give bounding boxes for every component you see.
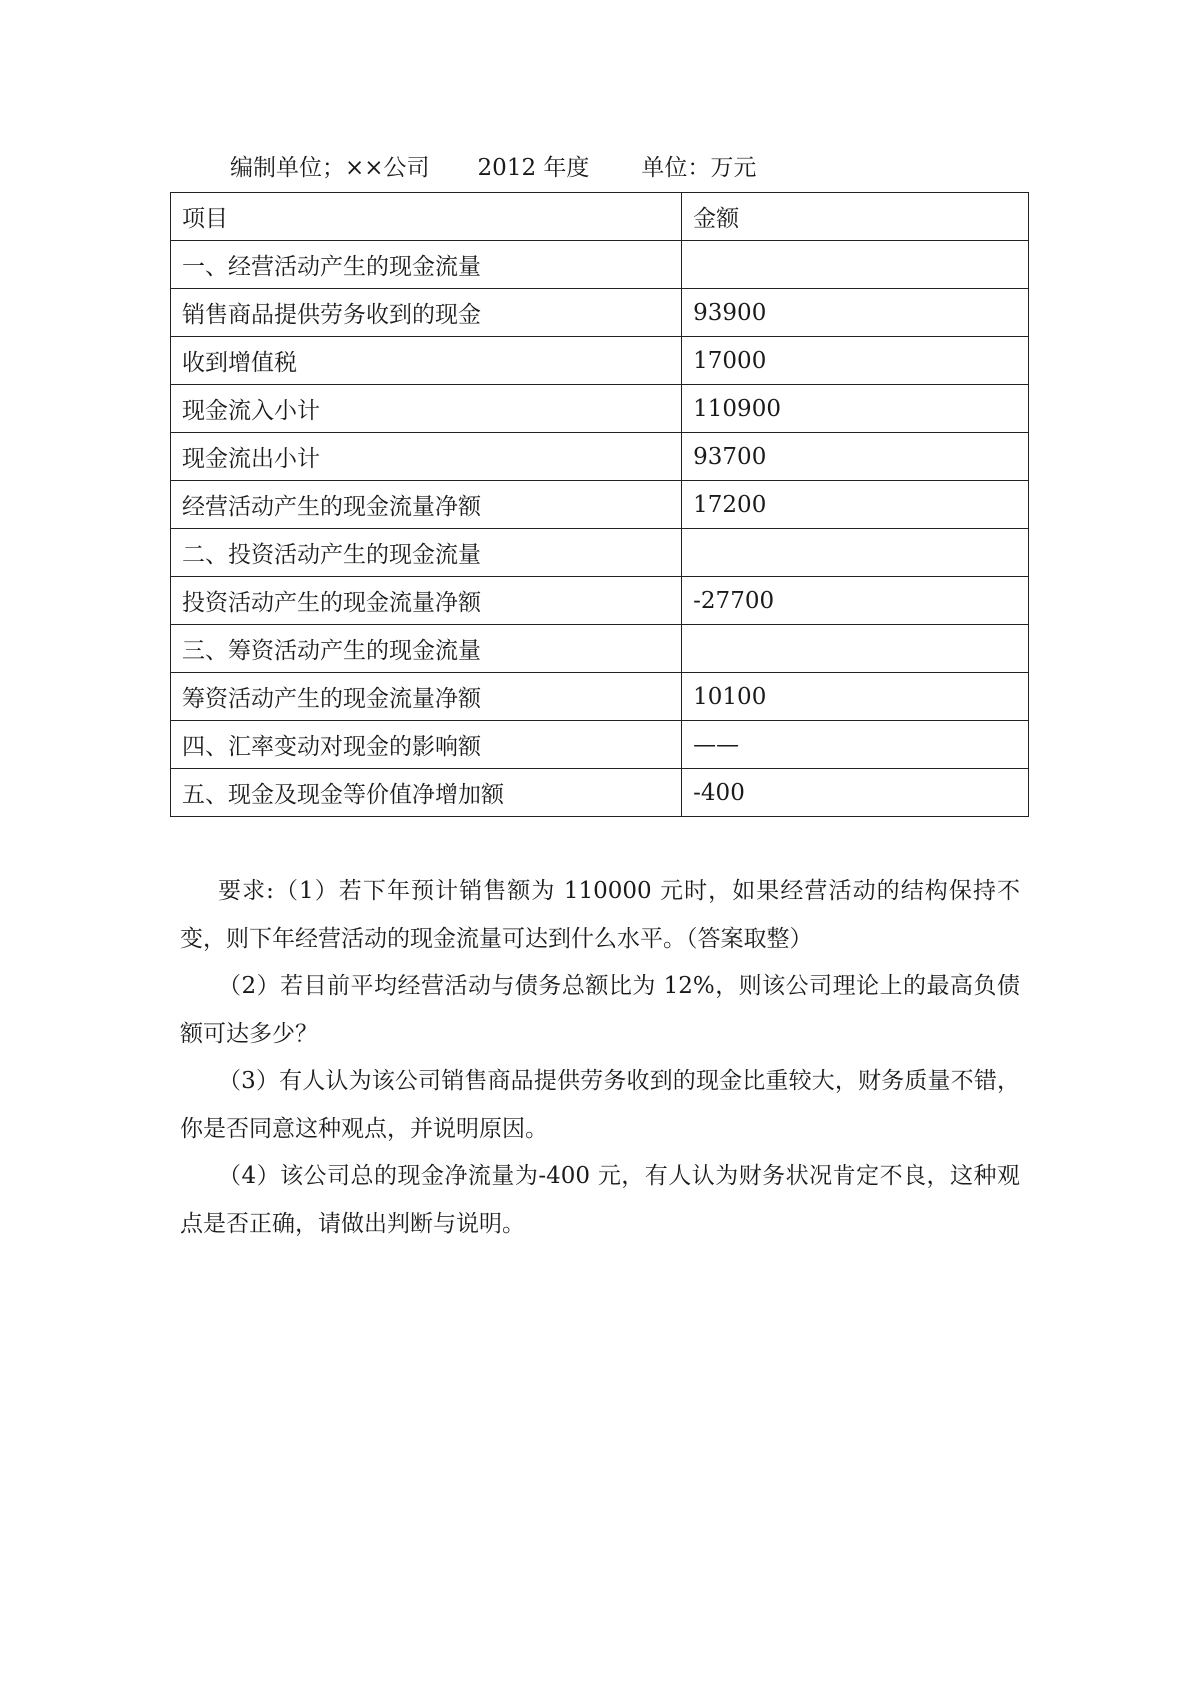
table-row	[171, 337, 1029, 385]
question-1: 要求:（1）若下年预计销售额为 110000 元时，如果经营活动的结构保持不变，则下年经营活动的现金流量可达到什么水平。（答案取整）	[180, 878, 1020, 952]
table-row	[171, 721, 1029, 769]
row-item: 销售商品提供劳务收到的现金	[171, 289, 682, 337]
row-amount	[682, 529, 1029, 577]
header-amount: 金额	[682, 193, 1029, 241]
row-item: 三、筹资活动产生的现金流量	[171, 625, 682, 673]
header-unit: 单位：万元	[641, 155, 757, 181]
table-row	[171, 673, 1029, 721]
row-amount: 110900	[682, 385, 1029, 433]
row-amount: 10100	[682, 673, 1029, 721]
header-year: 2012 年度	[477, 155, 590, 181]
question-3: （3）有人认为该公司销售商品提供劳务收到的现金比重较大，财务质量不错，你是否同意这种观点，并说明原因。	[180, 1068, 1020, 1142]
table-row	[171, 241, 1029, 289]
table-row	[171, 625, 1029, 673]
row-item: 现金流入小计	[171, 385, 682, 433]
row-amount: 17200	[682, 481, 1029, 529]
row-amount: 93700	[682, 433, 1029, 481]
row-amount	[682, 625, 1029, 673]
row-amount: -400	[682, 769, 1029, 817]
question-2: （2）若目前平均经营活动与债务总额比为 12%，则该公司理论上的最高负债额可达多少？	[180, 973, 1020, 1047]
row-amount: ——	[682, 721, 1029, 769]
row-item: 收到增值税	[171, 337, 682, 385]
row-item: 投资活动产生的现金流量净额	[171, 577, 682, 625]
questions-section	[180, 868, 1020, 1248]
row-item: 一、经营活动产生的现金流量	[171, 241, 682, 289]
table-row	[171, 481, 1029, 529]
header-org: 编制单位；××公司	[230, 155, 430, 181]
question-4: （4）该公司总的现金净流量为-400 元，有人认为财务状况肯定不良，这种观点是否正确，请做出判断与说明。	[180, 1163, 1020, 1237]
cash-flow-table	[170, 192, 1029, 817]
row-amount: 93900	[682, 289, 1029, 337]
row-item: 二、投资活动产生的现金流量	[171, 529, 682, 577]
row-amount	[682, 241, 1029, 289]
header-item: 项目	[171, 193, 682, 241]
row-item: 现金流出小计	[171, 433, 682, 481]
table-row	[171, 577, 1029, 625]
table-row	[171, 385, 1029, 433]
row-item: 四、汇率变动对现金的影响额	[171, 721, 682, 769]
table-row	[171, 769, 1029, 817]
table-header-row	[171, 193, 1029, 241]
table-row	[171, 529, 1029, 577]
row-item: 筹资活动产生的现金流量净额	[171, 673, 682, 721]
row-item: 五、现金及现金等价值净增加额	[171, 769, 682, 817]
report-header	[230, 152, 756, 184]
row-item: 经营活动产生的现金流量净额	[171, 481, 682, 529]
row-amount: 17000	[682, 337, 1029, 385]
row-amount: -27700	[682, 577, 1029, 625]
table-row	[171, 289, 1029, 337]
table-row	[171, 433, 1029, 481]
